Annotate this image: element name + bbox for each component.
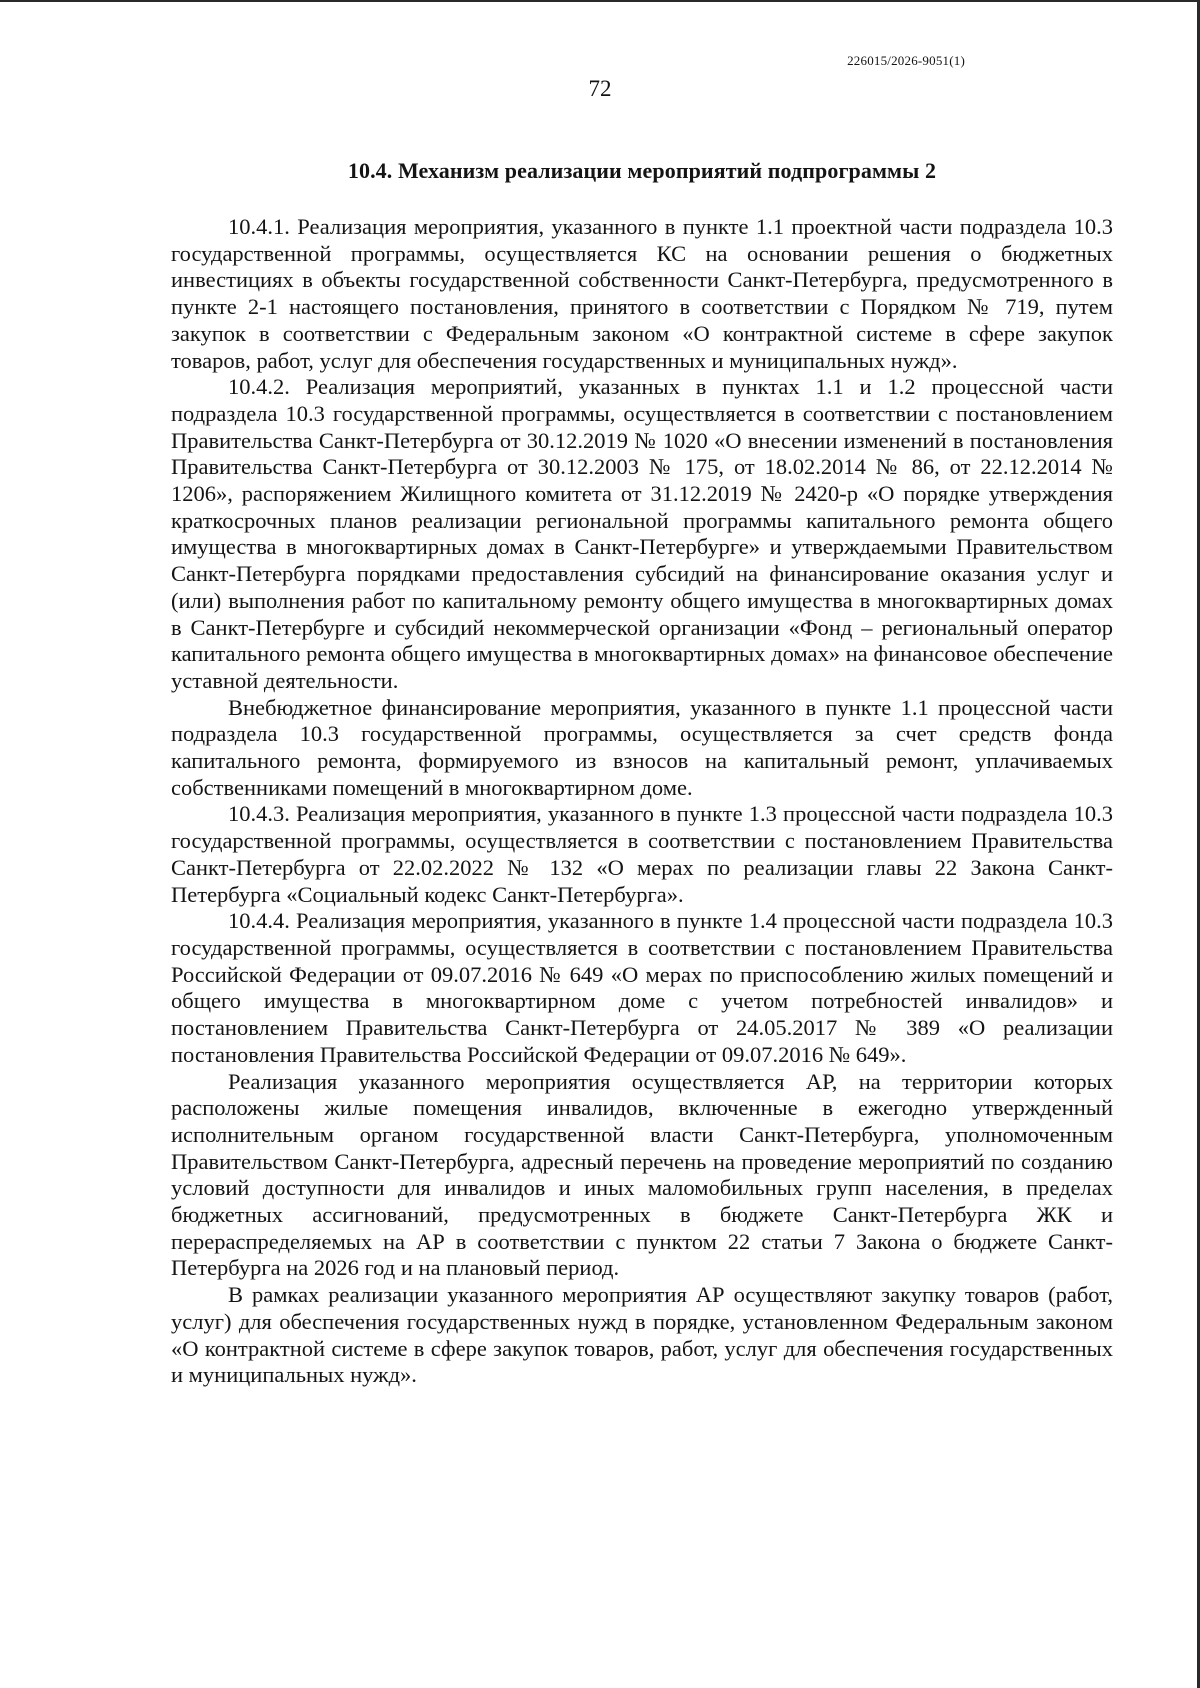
page-number: 72 <box>588 76 612 101</box>
document-id: 226015/2026-9051(1) <box>847 53 965 68</box>
paragraph-10-4-1: 10.4.1. Реализация мероприятия, указанного в пункте 1.1 проектной части подраздела 10.3 государственной программы, осуществляется КС на основании решения о бюджетных инвестициях в объекты государственной собственности Санкт-Петербурга, предусмотренного в пункте 2-1 настоящего постановления, принятого в соответствии с Порядком № 719, путем закупок в соответствии с Федеральным законом «О контрактной системе в сфере закупок товаров, работ, услуг для обеспечения государственных и муниципальных нужд». <box>171 214 1113 373</box>
section-title: 10.4. Механизм реализации мероприятий подпрограммы 2 <box>347 158 937 183</box>
paragraph-10-4-4: 10.4.4. Реализация мероприятия, указанного в пункте 1.4 процессной части подраздела 10.3 государственной программы, осуществляется в соответствии с постановлением Правительства Российской Федерации от 09.07.2016 № 649 «О мерах по приспособлению жилых помещений и общего имущества в многоквартирном доме с учетом потребностей инвалидов» и постановлением Правительства Санкт-Петербурга от 24.05.2017 № 389 «О реализации постановления Правительства Российской Федерации от 09.07.2016 № 649». <box>171 908 1113 1067</box>
paragraph-10-4-3: 10.4.3. Реализация мероприятия, указанного в пункте 1.3 процессной части подраздела 10.3 государственной программы, осуществляется в соответствии с постановлением Правительства Санкт-Петербурга от 22.02.2022 № 132 «О мерах по реализации главы 22 Закона Санкт-Петербурга «Социальный кодекс Санкт-Петербурга». <box>171 801 1113 907</box>
scan-border-top <box>0 0 1200 2</box>
paragraph-ar-implementation: Реализация указанного мероприятия осуществляется АР, на территории которых расположены жилые помещения инвалидов, включенные в ежегодно утвержденный исполнительным органом государственной власти Санкт-Петербурга, уполномоченным Правительством Санкт-Петербурга, адресный перечень на проведение мероприятий по созданию условий доступности для инвалидов и иных маломобильных групп населения, в пределах бюджетных ассигнований, предусмотренных в бюджете Санкт-Петербурга ЖК и перераспределяемых на АР в соответствии с пунктом 22 статьи 7 Закона о бюджете Санкт-Петербурга на 2026 год и на плановый период. <box>171 1068 1113 1281</box>
paragraph-ar-procurement: В рамках реализации указанного мероприятия АР осуществляют закупку товаров (работ, услуг) для обеспечения государственных нужд в порядке, установленном Федеральным законом «О контрактной системе в сфере закупок товаров, работ, услуг для обеспечения государственных и муниципальных нужд». <box>171 1282 1113 1388</box>
paragraph-10-4-2: 10.4.2. Реализация мероприятий, указанных в пунктах 1.1 и 1.2 процессной части подраздела 10.3 государственной программы, осуществляется в соответствии с постановлением Правительства Санкт-Петербурга от 30.12.2019 № 1020 «О внесении изменений в постановления Правительства Санкт-Петербурга от 30.12.2003 № 175, от 18.02.2014 № 86, от 22.12.2014 № 1206», распоряжением Жилищного комитета от 31.12.2019 № 2420-р «О порядке утверждения краткосрочных планов реализации региональной программы капитального ремонта общего имущества в многоквартирных домах в Санкт-Петербурге» и утверждаемыми Правительством Санкт-Петербурга порядками предоставления субсидий на финансирование оказания услуг и (или) выполнения работ по капитальному ремонту общего имущества в многоквартирных домах в Санкт-Петербурге и субсидий некоммерческой организации «Фонд – региональный оператор капитального ремонта общего имущества в многоквартирных домах» на финансовое обеспечение уставной деятельности. <box>171 374 1113 693</box>
paragraph-extrabudgetary-financing: Внебюджетное финансирование мероприятия, указанного в пункте 1.1 процессной части подраздела 10.3 государственной программы, осуществляется за счет средств фонда капитального ремонта, формируемого из взносов на капитальный ремонт, уплачиваемых собственниками помещений в многоквартирном доме. <box>171 694 1113 800</box>
document-body <box>171 214 1113 1389</box>
